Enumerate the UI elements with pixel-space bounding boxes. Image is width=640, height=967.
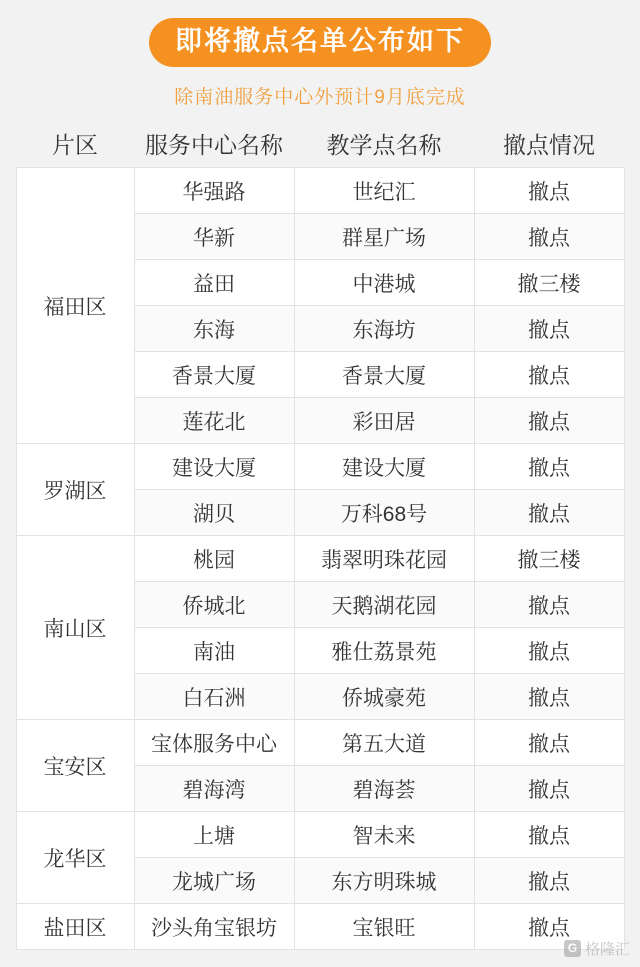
center-cell: 碧海湾 <box>134 766 294 812</box>
status-cell: 撤三楼 <box>474 536 624 582</box>
watermark-logo-icon: G <box>564 940 581 957</box>
point-cell: 东方明珠城 <box>294 858 474 904</box>
watermark <box>564 938 630 959</box>
table-row <box>16 812 624 858</box>
point-cell: 建设大厦 <box>294 444 474 490</box>
column-header-center: 服务中心名称 <box>134 119 294 168</box>
point-cell: 侨城豪苑 <box>294 674 474 720</box>
center-cell: 莲花北 <box>134 398 294 444</box>
closure-list-table <box>16 119 625 950</box>
page-subtitle: 除南油服务中心外预计9月底完成 <box>174 87 466 108</box>
page-title: 即将撤点名单公布如下 <box>149 18 491 67</box>
point-cell: 宝银旺 <box>294 904 474 950</box>
table-row <box>16 444 624 490</box>
point-cell: 碧海荟 <box>294 766 474 812</box>
center-cell: 宝体服务中心 <box>134 720 294 766</box>
status-cell: 撤点 <box>474 766 624 812</box>
center-cell: 益田 <box>134 260 294 306</box>
region-cell: 宝安区 <box>16 720 134 812</box>
status-cell: 撤点 <box>474 352 624 398</box>
status-cell: 撤点 <box>474 582 624 628</box>
status-cell: 撤点 <box>474 444 624 490</box>
region-cell: 盐田区 <box>16 904 134 950</box>
status-cell: 撤点 <box>474 306 624 352</box>
status-cell: 撤点 <box>474 720 624 766</box>
column-header-region: 片区 <box>16 119 134 168</box>
region-cell: 龙华区 <box>16 812 134 904</box>
status-cell: 撤点 <box>474 812 624 858</box>
table-row <box>16 720 624 766</box>
point-cell: 天鹅湖花园 <box>294 582 474 628</box>
point-cell: 东海坊 <box>294 306 474 352</box>
status-cell: 撤点 <box>474 628 624 674</box>
center-cell: 南油 <box>134 628 294 674</box>
region-cell: 罗湖区 <box>16 444 134 536</box>
table-header-row <box>16 119 624 168</box>
region-cell: 南山区 <box>16 536 134 720</box>
table-body <box>16 119 624 950</box>
center-cell: 华新 <box>134 214 294 260</box>
center-cell: 白石洲 <box>134 674 294 720</box>
table-row <box>16 904 624 950</box>
point-cell: 彩田居 <box>294 398 474 444</box>
region-cell: 福田区 <box>16 168 134 444</box>
watermark-label: 格隆汇 <box>584 941 630 958</box>
status-cell: 撤点 <box>474 490 624 536</box>
status-cell: 撤点 <box>474 858 624 904</box>
table-row <box>16 168 624 214</box>
status-cell: 撤点 <box>474 168 624 214</box>
point-cell: 群星广场 <box>294 214 474 260</box>
status-cell: 撤点 <box>474 398 624 444</box>
center-cell: 东海 <box>134 306 294 352</box>
status-cell: 撤点 <box>474 904 624 950</box>
status-cell: 撤点 <box>474 214 624 260</box>
column-header-point: 教学点名称 <box>294 119 474 168</box>
column-header-status: 撤点情况 <box>474 119 624 168</box>
point-cell: 第五大道 <box>294 720 474 766</box>
center-cell: 龙城广场 <box>134 858 294 904</box>
point-cell: 万科68号 <box>294 490 474 536</box>
center-cell: 侨城北 <box>134 582 294 628</box>
point-cell: 智未来 <box>294 812 474 858</box>
center-cell: 香景大厦 <box>134 352 294 398</box>
center-cell: 湖贝 <box>134 490 294 536</box>
center-cell: 建设大厦 <box>134 444 294 490</box>
center-cell: 沙头角宝银坊 <box>134 904 294 950</box>
status-cell: 撤三楼 <box>474 260 624 306</box>
table-row <box>16 536 624 582</box>
point-cell: 香景大厦 <box>294 352 474 398</box>
point-cell: 雅仕荔景苑 <box>294 628 474 674</box>
point-cell: 中港城 <box>294 260 474 306</box>
center-cell: 桃园 <box>134 536 294 582</box>
title-container <box>0 0 640 67</box>
point-cell: 翡翠明珠花园 <box>294 536 474 582</box>
center-cell: 上塘 <box>134 812 294 858</box>
center-cell: 华强路 <box>134 168 294 214</box>
status-cell: 撤点 <box>474 674 624 720</box>
point-cell: 世纪汇 <box>294 168 474 214</box>
